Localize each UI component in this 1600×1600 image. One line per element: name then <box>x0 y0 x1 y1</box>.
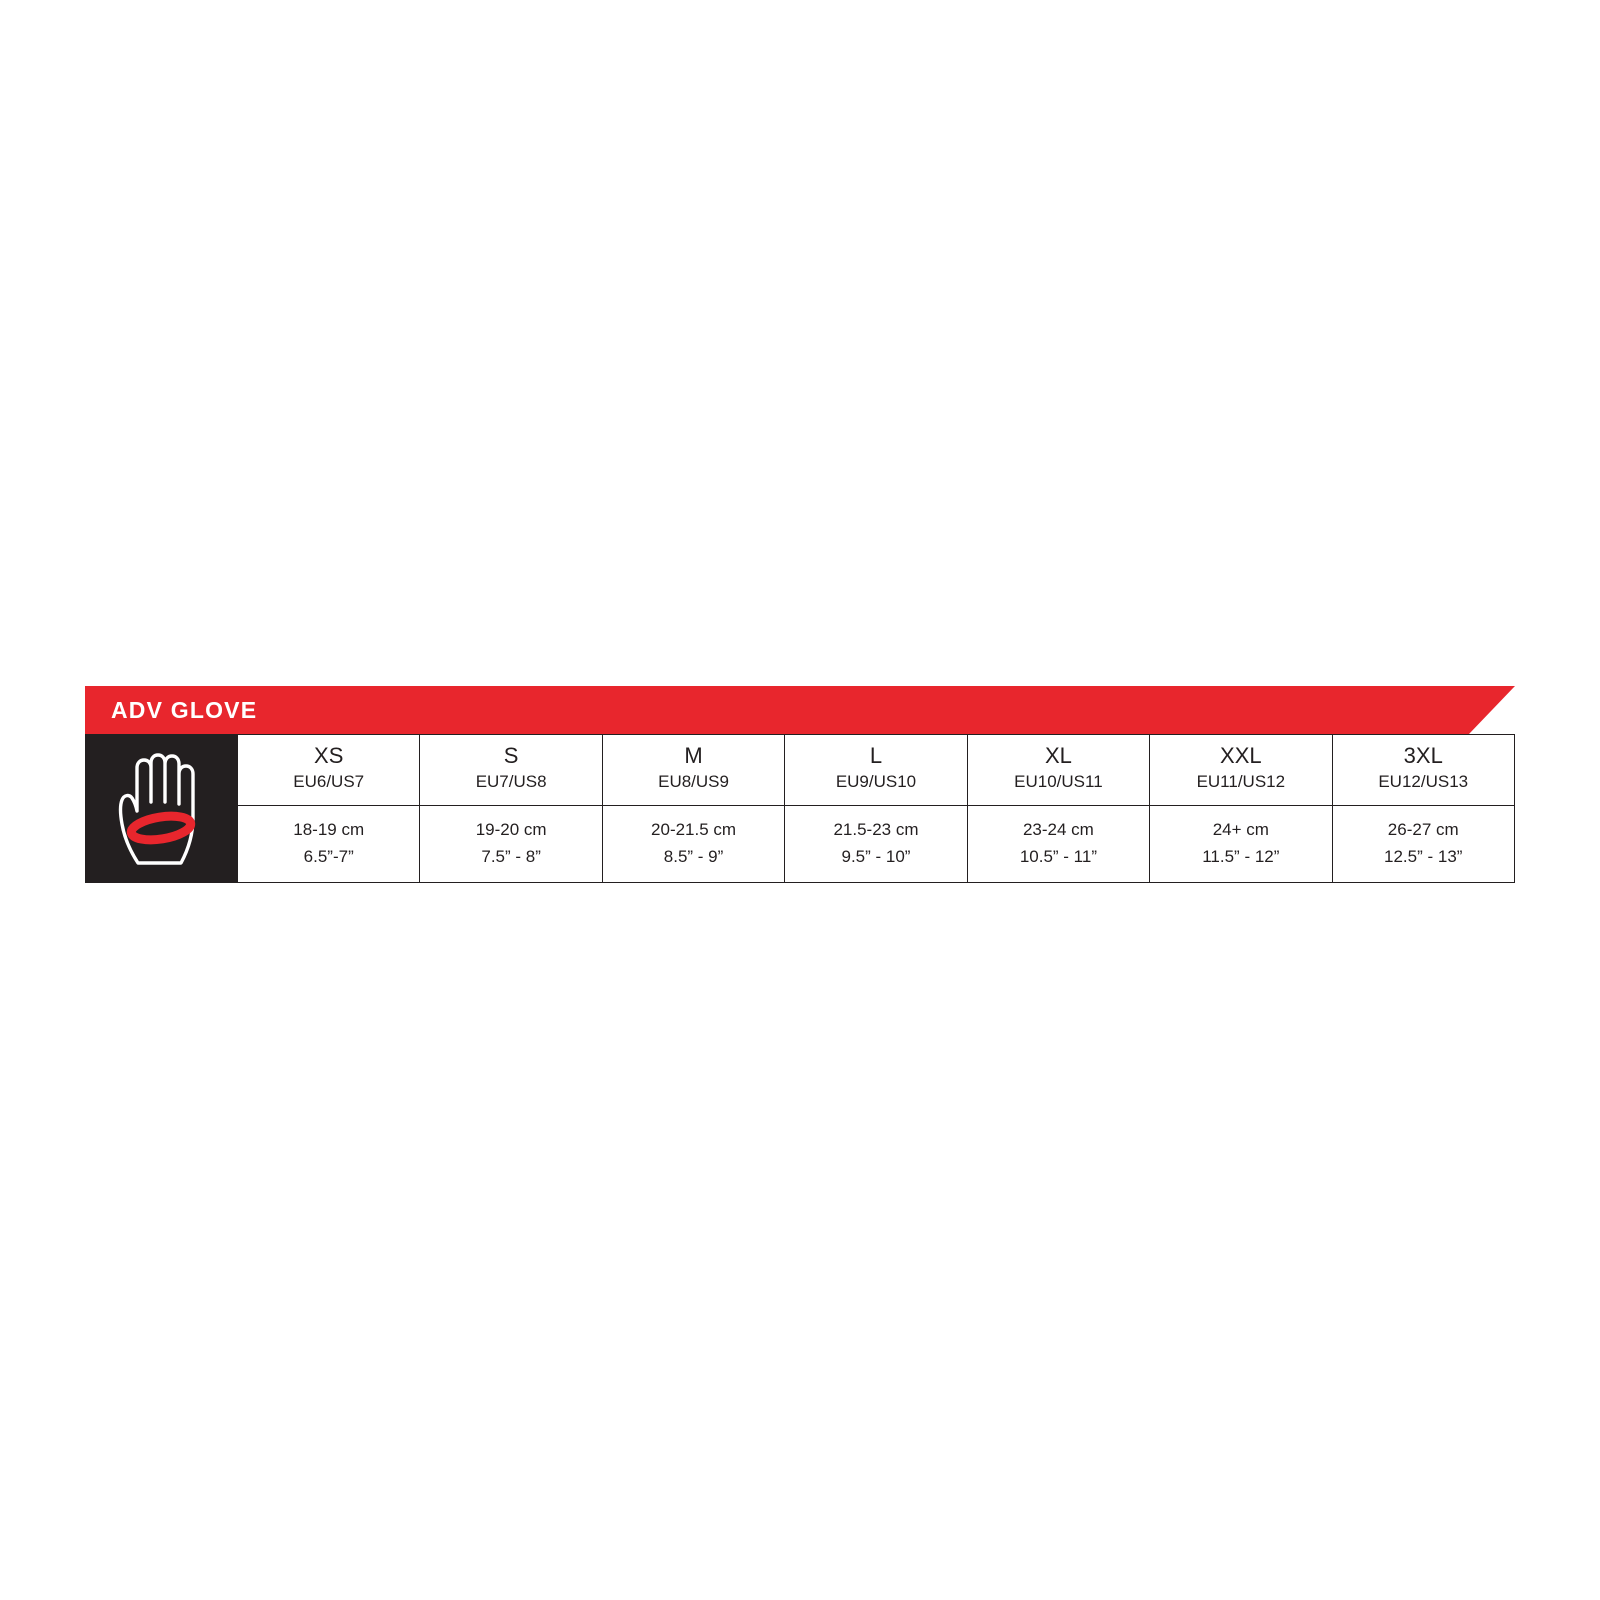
size-measurements-xs <box>238 806 419 882</box>
size-label: XL <box>1044 743 1072 768</box>
size-equivalent: EU10/US11 <box>1014 772 1103 792</box>
banner-background <box>85 686 1515 734</box>
size-column-s <box>419 735 601 882</box>
size-label: XS <box>314 743 344 768</box>
measurement-inches: 7.5” - 8” <box>481 847 541 867</box>
measurement-cm: 26-27 cm <box>1387 819 1459 839</box>
size-header-xxl <box>1150 735 1331 806</box>
size-header-s <box>420 735 601 806</box>
size-label: 3XL <box>1403 743 1443 768</box>
size-measurements-3xl <box>1333 806 1514 882</box>
measurement-cm: 18-19 cm <box>293 819 365 839</box>
size-equivalent: EU8/US9 <box>658 772 729 792</box>
measurement-inches: 10.5” - 11” <box>1019 847 1097 867</box>
chart-table <box>85 734 1515 883</box>
size-measurements-m <box>603 806 784 882</box>
measurement-cm: 21.5-23 cm <box>833 819 919 839</box>
size-label: XXL <box>1220 743 1262 768</box>
size-header-m <box>603 735 784 806</box>
size-header-xl <box>968 735 1149 806</box>
size-equivalent: EU7/US8 <box>475 772 547 792</box>
measurement-cm: 19-20 cm <box>475 819 547 839</box>
measurement-inches: 11.5” - 12” <box>1202 847 1280 867</box>
size-header-xs <box>238 735 419 806</box>
size-label: L <box>869 743 883 768</box>
measurement-cm: 20-21.5 cm <box>651 819 737 839</box>
chart-header-banner <box>85 686 1515 734</box>
measurement-inches: 9.5” - 10” <box>841 847 911 867</box>
size-header-3xl <box>1333 735 1514 806</box>
size-column-m <box>602 735 784 882</box>
size-column-xxl <box>1149 735 1331 882</box>
size-columns <box>238 735 1514 882</box>
size-equivalent: EU11/US12 <box>1196 772 1286 792</box>
size-column-l <box>784 735 966 882</box>
size-equivalent: EU12/US13 <box>1378 772 1469 792</box>
size-equivalent: EU6/US7 <box>293 772 365 792</box>
size-measurements-s <box>420 806 601 882</box>
size-label: M <box>684 743 703 768</box>
hand-measure-icon-cell <box>86 735 238 882</box>
size-column-xs <box>238 735 419 882</box>
hand-measure-icon <box>108 750 216 868</box>
size-label: S <box>503 743 519 768</box>
size-header-l <box>785 735 966 806</box>
size-column-3xl <box>1332 735 1514 882</box>
size-column-xl <box>967 735 1149 882</box>
measurement-cm: 24+ cm <box>1212 819 1269 839</box>
measurement-inches: 8.5” - 9” <box>663 847 724 867</box>
size-measurements-xl <box>968 806 1149 882</box>
size-measurements-xxl <box>1150 806 1331 882</box>
size-measurements-l <box>785 806 966 882</box>
size-equivalent: EU9/US10 <box>835 772 917 792</box>
measurement-inches: 6.5”-7” <box>303 847 354 867</box>
measurement-cm: 23-24 cm <box>1022 819 1094 839</box>
glove-size-chart <box>85 686 1515 883</box>
measurement-inches: 12.5” - 13” <box>1384 847 1463 867</box>
page-title: ADV GLOVE <box>111 697 258 723</box>
